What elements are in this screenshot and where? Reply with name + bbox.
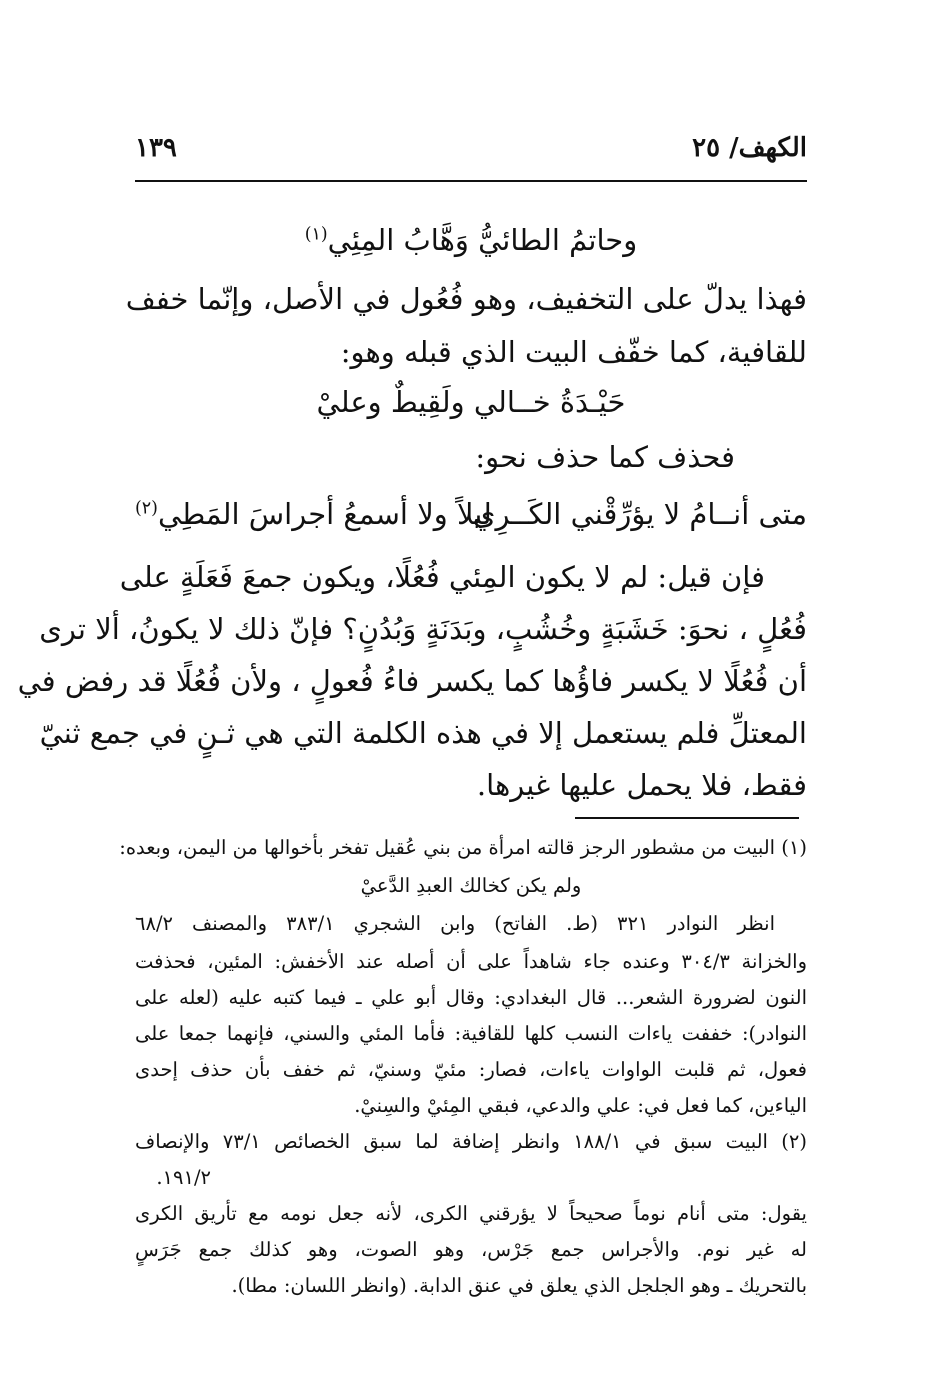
verse-3-second-hemistich xyxy=(135,497,492,531)
verse-3-second-text: ليلاً ولا أسمعُ أجراسَ المَطِي xyxy=(157,497,492,531)
paragraph-1-line-2: للقافية، كما خفّف البيت الذي قبله وهو: xyxy=(340,335,807,369)
paragraph-2: فحذف كما حذف نحو: xyxy=(475,440,735,474)
verse-1-text: وحاتمُ الطائيُّ وَهَّابُ المِئِي xyxy=(327,223,638,257)
footnote-1-verse: ولم يكن كخالك العبدِ الدَّعيْ xyxy=(360,874,582,897)
footnote-1-line-4: والخزانة ٣٠٤/٣ وعنده جاء شاهداً على أن أصله عند الأخفش: المئين، فحذفت xyxy=(135,950,807,973)
page-number: ١٣٩ xyxy=(135,133,177,163)
verse-3-first-hemistich: متى أنــامُ لا يؤرِّقْني الكَــرِي xyxy=(472,497,807,531)
footnote-2-line-5: بالتحريك ـ وهو الجلجل الذي يعلق في عنق الدابة. (وانظر اللسان: مطا). xyxy=(231,1274,807,1297)
paragraph-1-line-1: فهذا يدلّ على التخفيف، وهو فُعُول في الأصل، وإنّما خفف xyxy=(125,282,807,316)
footnote-divider xyxy=(575,817,799,819)
chapter-heading: الكهف/ ٢٥ xyxy=(692,133,807,163)
verse-line-1 xyxy=(135,223,807,257)
footnote-1-line-7: فعول، ثم قلبت الواوات ياءات، فصار: مئيّ وسنيّ، ثم خفف بأن حذف إحدى xyxy=(135,1058,807,1081)
footnote-1-line-6: النوادر): خففت ياءات النسب كلها للقافية: فأما المئي والسني، فإنهما جمعا على xyxy=(135,1022,807,1045)
footnote-2-line-4: له غير نوم. والأجراس جمع جَرْس، وهو الصوت، وهو كذلك جمع جَرَسٍ xyxy=(135,1238,807,1261)
footnote-2-line-1: (٢) البيت سبق في ١٨٨/١ وانظر إضافة لما سبق الخصائص ٧٣/١ والإنصاف xyxy=(135,1130,807,1153)
paragraph-3-line-1: فإن قيل: لم لا يكون المِئي فُعُلًا، ويكون جمعَ فَعَلَةٍ على xyxy=(119,560,765,594)
paragraph-3-line-2: فُعُلٍ ، نحوَ: خَشَبَةٍ وخُشُبٍ، وبَدَنَةٍ وَبُدُنٍ؟ فإنّ ذلك لا يكونُ، ألا ترى xyxy=(39,612,807,646)
footnote-1-line-5: النون لضرورة الشعر... قال البغدادي: وقال أبو علي ـ فيما كتبه عليه (لعله على xyxy=(135,986,807,1009)
footnote-2-line-3: يقول: متى أنام نوماً صحيحاً لا يؤرقني الكرى، لأنه جعل نومه مع تأريق الكرى xyxy=(135,1202,807,1225)
header-divider xyxy=(135,180,807,182)
paragraph-3-line-5: فقط، فلا يحمل عليها غيرها. xyxy=(476,768,807,802)
verse-line-2: حَيْـدَةُ خــالي ولَقِيطٌ وعليْ xyxy=(316,385,626,419)
footnote-1-line-8: الياءين، كما فعل في: علي والدعي، فبقي المِئيْ والسِنيْ. xyxy=(354,1094,807,1117)
footnote-ref-2: (٢) xyxy=(135,498,158,519)
footnote-2-line-2: ١٩١/٢. xyxy=(156,1166,211,1189)
paragraph-3-line-4: المعتلِّ فلم يستعمل إلا في هذه الكلمة التي هي ثـنٍ في جمع ثنيّ xyxy=(39,716,807,750)
footnote-1-line-1: (١) البيت من مشطور الرجز قالته امرأة من بني عُقيل تفخر بأخوالها من اليمن، وبعده: xyxy=(119,836,807,859)
footnote-1-line-3: انظر النوادر ٣٢١ (ط. الفاتح) وابن الشجري ٣٨٣/١ والمصنف ٦٨/٢ xyxy=(135,912,775,935)
footnote-ref-1: (١) xyxy=(304,224,328,245)
paragraph-3-line-3: أن فُعُلًا لا يكسر فاؤُها كما يكسر فاءُ فُعولٍ ، ولأن فُعُلًا قد رفض في xyxy=(17,664,807,698)
